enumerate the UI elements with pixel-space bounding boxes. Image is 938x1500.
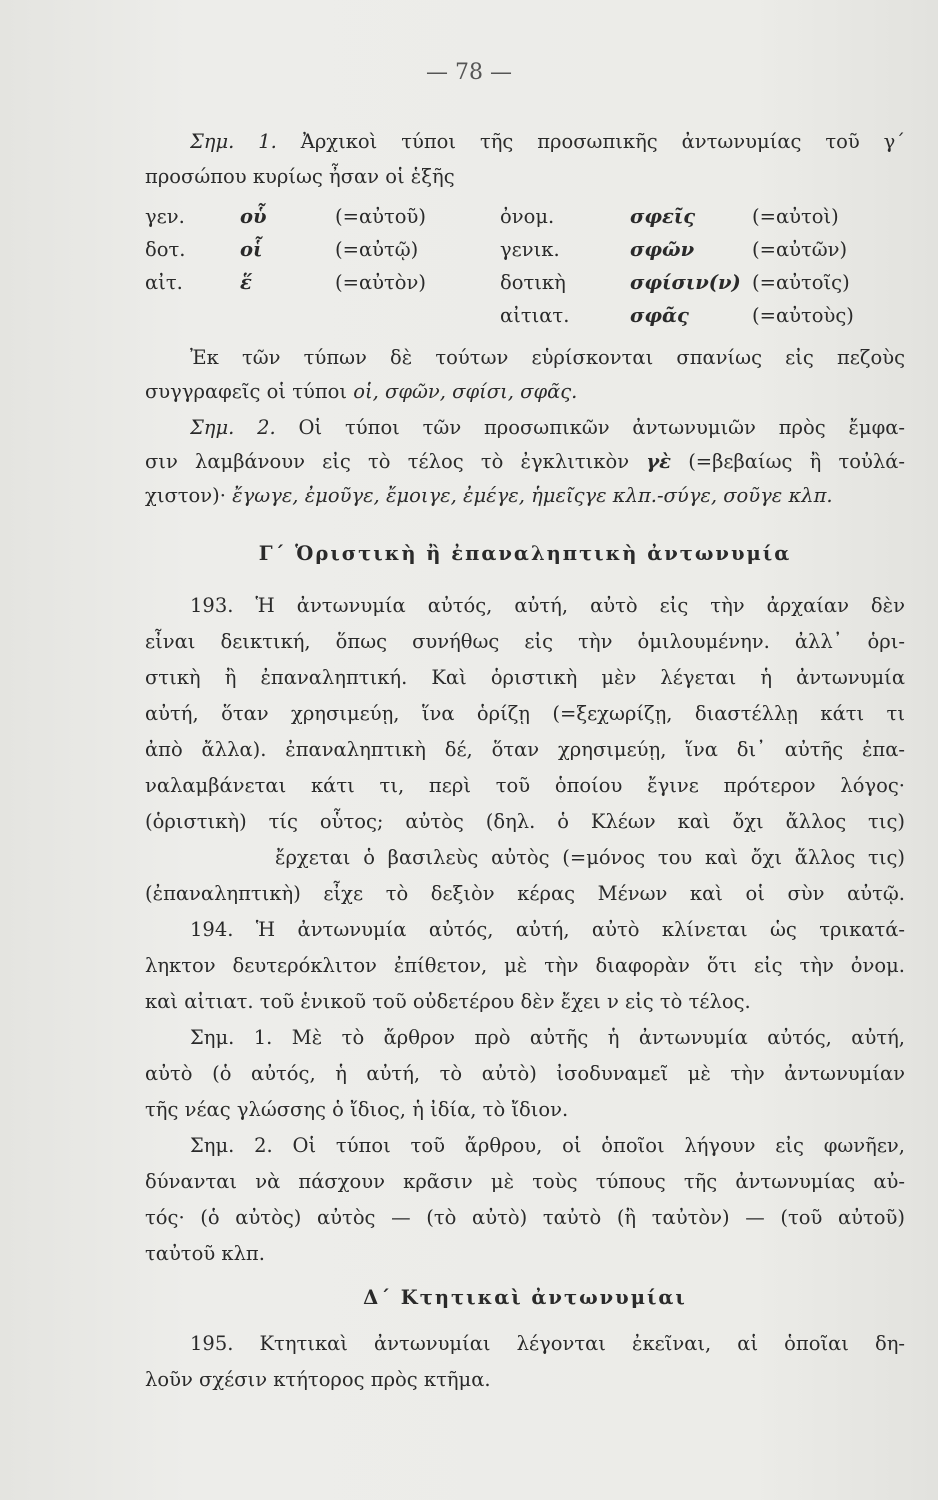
page-number: — 78 — xyxy=(426,60,512,85)
note1-text: Ἀρχικοὶ τύποι τῆς προσωπικῆς ἀντωνυμίας τοῦ γ´ xyxy=(276,130,905,153)
s193-line: (ὁριστικὴ) τίς οὗτος; αὐτὸς (δηλ. ὁ Κλέων καὶ ὄχι ἄλλος τις) xyxy=(145,810,905,833)
note2-text: (=βεβαίως ἢ τοὐλά- xyxy=(671,450,905,473)
note2-line1 xyxy=(190,414,905,442)
table-cell: (=αὐτὸν) xyxy=(335,271,426,294)
note194-1-line: τῆς νέας γλώσσης ὁ ἴδιος, ἡ ἰδία, τὸ ἴδιον. xyxy=(145,1098,569,1121)
note2-examples: ἔγωγε, ἐμοῦγε, ἔμοιγε, ἐμέγε, ἡμεῖςγε κλπ.-σύγε, σοῦγε κλπ. xyxy=(232,484,833,507)
s193-line: στικὴ ἢ ἐπαναληπτική. Καὶ ὁριστικὴ μὲν λέγεται ἡ ἀντωνυμία xyxy=(145,666,905,689)
table-cell xyxy=(240,299,335,332)
table-cell: αἰτιατ. xyxy=(500,304,570,327)
table-cell: (=αὐτοὶ) xyxy=(752,205,839,228)
table-cell: δοτ. xyxy=(145,238,186,261)
table-row xyxy=(145,299,905,332)
table-row xyxy=(145,200,905,233)
heading-possessive-pronouns: Δ´ Κτητικαὶ ἀντωνυμίαι xyxy=(363,1286,687,1309)
table-cell: (=αὐτῷ) xyxy=(335,238,419,261)
heading-definitive-pronoun: Γ´ Ὁριστικὴ ἢ ἐπαναληπτικὴ ἀντωνυμία xyxy=(258,542,792,565)
table-cell: (=αὐτοῖς) xyxy=(752,271,850,294)
note194-2-line: τός· (ὁ αὐτὸς) αὐτὸς — (τὸ αὐτὸ) ταὐτὸ (ἢ ταὐτὸν) — (τοῦ αὐτοῦ) xyxy=(145,1206,905,1229)
table-cell: (=αὐτοὺς) xyxy=(752,304,854,327)
para1-forms: οἱ, σφῶν, σφίσι, σφᾶς. xyxy=(353,380,578,403)
table-cell: σφᾶς xyxy=(630,304,689,327)
para1-text: συγγραφεῖς οἱ τύποι xyxy=(145,380,354,403)
note1-line2: προσώπου κυρίως ἦσαν οἱ ἑξῆς xyxy=(145,165,455,188)
s194-line: 194. Ἡ ἀντωνυμία αὐτός, αὐτή, αὐτὸ κλίνεται ὡς τρικατά- xyxy=(190,918,905,941)
note2-line3 xyxy=(145,482,905,510)
table-cell: (=αὐτοῦ) xyxy=(335,205,426,228)
table-row xyxy=(145,233,905,266)
table-cell: σφεῖς xyxy=(630,205,696,228)
s193-line: ναλαμβάνεται κάτι τι, περὶ τοῦ ὁποίου ἔγινε πρότερον λόγος· xyxy=(145,774,905,797)
s193-line: εἶναι δεικτική, ὅπως συνήθως εἰς τὴν ὁμιλουμένην. ἀλλ᾽ ὁρι- xyxy=(145,630,905,653)
note194-2-line: δύνανται νὰ πάσχουν κρᾶσιν μὲ τοὺς τύπους τῆς ἀντωνυμίας αὐ- xyxy=(145,1170,905,1193)
note194-1-line: αὐτὸ (ὁ αὐτός, ἡ αὐτή, τὸ αὐτὸ) ἰσοδυναμεῖ μὲ τὴν ἀντωνυμίαν xyxy=(145,1062,905,1085)
table-cell: (=αὐτῶν) xyxy=(752,238,848,261)
declension-table xyxy=(145,200,905,332)
table-cell: γενικ. xyxy=(500,238,560,261)
note1-label: Σημ. 1. xyxy=(190,130,277,153)
para1-line2 xyxy=(145,378,905,406)
s193-line: αὐτή, ὅταν χρησιμεύῃ, ἵνα ὁρίζῃ (=ξεχωρίζῃ, διαστέλλῃ κάτι τι xyxy=(145,702,905,725)
s193-line: (ἐπαναληπτικὴ) εἶχε τὸ δεξιὸν κέρας Μένων καὶ οἱ σὺν αὐτῷ. xyxy=(145,882,905,905)
s194-line: καὶ αἰτιατ. τοῦ ἑνικοῦ τοῦ οὐδετέρου δὲν ἔχει ν εἰς τὸ τέλος. xyxy=(145,990,751,1013)
note2-label: Σημ. 2. xyxy=(190,416,276,439)
s193-line: 193. Ἡ ἀντωνυμία αὐτός, αὐτή, αὐτὸ εἰς τὴν ἀρχαίαν δὲν xyxy=(190,594,905,617)
table-cell: σφῶν xyxy=(630,238,695,261)
note2-line2 xyxy=(145,448,905,476)
s193-line: ἔρχεται ὁ βασιλεὺς αὐτὸς (=μόνος του καὶ ὄχι ἄλλος τις) xyxy=(275,846,905,869)
table-cell xyxy=(335,299,500,332)
note2-text: χιστον)· xyxy=(145,484,233,507)
note2-text: Οἱ τύποι τῶν προσωπικῶν ἀντωνυμιῶν πρὸς ἔμφα- xyxy=(275,416,905,439)
table-cell: γεν. xyxy=(145,205,185,228)
note194-2-line: ταὐτοῦ κλπ. xyxy=(145,1242,265,1265)
s195-line: λοῦν σχέσιν κτήτορος πρὸς κτῆμα. xyxy=(145,1368,491,1391)
note1-line1 xyxy=(190,128,905,156)
s195-line: 195. Κτητικαὶ ἀντωνυμίαι λέγονται ἐκεῖναι, αἱ ὁποῖαι δη- xyxy=(190,1332,905,1355)
table-cell: δοτικὴ xyxy=(500,271,566,294)
table-cell xyxy=(145,299,240,332)
note194-1-line: Σημ. 1. Μὲ τὸ ἄρθρον πρὸ αὐτῆς ἡ ἀντωνυμία αὐτός, αὐτή, xyxy=(190,1026,905,1049)
table-row xyxy=(145,266,905,299)
s194-line: ληκτον δευτερόκλιτον ἐπίθετον, μὲ τὴν διαφορὰν ὅτι εἰς τὴν ὀνομ. xyxy=(145,954,905,977)
s193-line: ἀπὸ ἄλλα). ἐπαναληπτικὴ δέ, ὅταν χρησιμεύῃ, ἵνα δι᾽ αὐτῆς ἐπα- xyxy=(145,738,905,761)
note2-text: σιν λαμβάνουν εἰς τὸ τέλος τὸ ἐγκλιτικὸν xyxy=(145,450,647,473)
table-cell: οἷ xyxy=(240,238,263,261)
note194-2-line: Σημ. 2. Οἱ τύποι τοῦ ἄρθρου, οἱ ὁποῖοι λήγουν εἰς φωνῆεν, xyxy=(190,1134,905,1157)
table-cell: ὀνομ. xyxy=(500,205,555,228)
table-cell: αἰτ. xyxy=(145,271,183,294)
para1-line1: Ἐκ τῶν τύπων δὲ τούτων εὑρίσκονται σπανίως εἰς πεζοὺς xyxy=(190,346,905,369)
table-cell: σφίσιν(ν) xyxy=(630,271,741,294)
note2-enclitic: γὲ xyxy=(646,450,671,473)
table-cell: ἕ xyxy=(240,271,252,294)
table-cell: οὗ xyxy=(240,205,267,228)
